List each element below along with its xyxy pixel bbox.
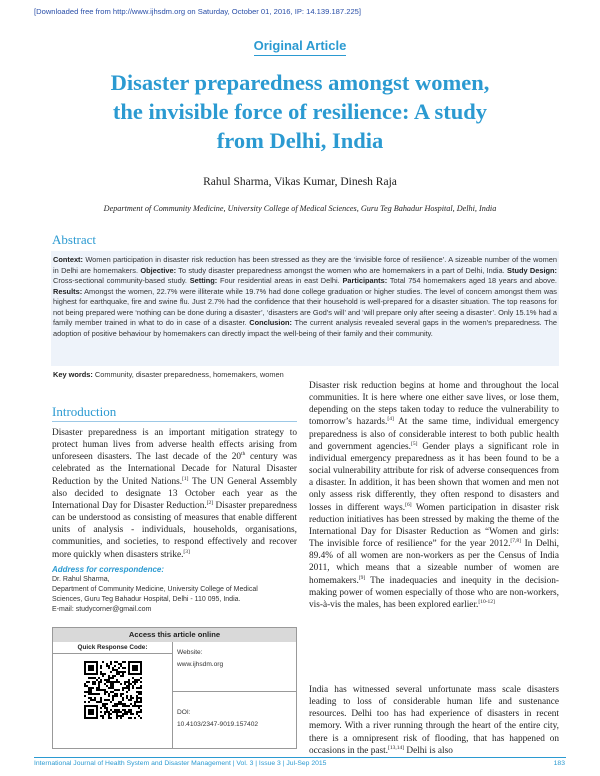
setting-label: Setting: xyxy=(189,276,218,285)
citation-9[interactable]: [9] xyxy=(358,574,366,581)
results-text: Amongst the women, 22.7% were illiterate while 19.7% had done college graduation or higher studies. The level of concern amongst them was highest for earthquake, fire and swine flu. Just 2.7% had the confidence that their household is well-prepared for a disaster situation. The top reasons for not being prepared were ‘nothing can be done during a disaster’, ‘disasters are God’s will’ and ‘will prepare only after seeing a disaster’. Only 15.1% had a family member trained in what to do in case of a disaster. xyxy=(53,286,557,327)
objective-text: To study disaster preparedness amongst the women who are homemakers in a part of Delhi, India. xyxy=(176,265,508,275)
download-notice: [Downloaded free from http://www.ijhsdm.org on Saturday, October 01, 2016, IP: 14.139.187.225] xyxy=(34,7,362,16)
article-title xyxy=(40,68,560,155)
intro-right-text-1: Disaster risk reduction begins at home and throughout the local communities. It is here where one either save lives, or lose them, depending on the steps taken today to reduce the vulnerability to tomorrow’s hazards. xyxy=(309,381,559,428)
correspondence-email[interactable]: E-mail: studycorner@gmail.com xyxy=(52,606,152,613)
intro-paragraph-right-1 xyxy=(309,380,559,611)
intro-right2-text-1: India has witnessed several unfortunate mass scale disasters leading to loss of considerable human life and sustenance resources. Delhi too has had experience of disasters in recent memory. With a river running through the heart of the entire city, there is a omnipresent risk of flooding, that has happened on occasions in the past. xyxy=(309,685,559,756)
access-divider-vertical xyxy=(172,642,173,748)
conclusion-text: The current analysis revealed several gaps in the women’s preparedness. The adoption of positive behaviour by homemakers can directly impact the well-being of their family and their community. xyxy=(53,318,557,338)
access-box xyxy=(52,627,297,749)
title-line-1: Disaster preparedness amongst women, xyxy=(110,70,490,95)
correspondence-line-3: Sciences, Guru Teg Bahadur Hospital, Delhi - 110 095, India. xyxy=(52,596,241,603)
citation-2[interactable]: [2] xyxy=(206,499,214,506)
keywords-text: Community, disaster preparedness, homemakers, women xyxy=(92,370,284,379)
participants-text: Total 754 homemakers aged 18 years and above. xyxy=(387,276,557,285)
design-label: Study Design: xyxy=(507,265,557,275)
design-text: Cross-sectional community-based study. xyxy=(53,276,190,285)
participants-label: Participants: xyxy=(342,276,388,285)
intro-paragraph-right-2 xyxy=(309,684,559,757)
qr-code-icon[interactable] xyxy=(84,661,142,719)
keywords-label: Key words: xyxy=(53,370,93,379)
citation-1[interactable]: [1] xyxy=(182,475,189,482)
section-rule xyxy=(52,421,297,422)
keywords xyxy=(53,370,284,379)
intro-left-text-1: Disaster preparedness is an important mitigation strategy to protect human lives from adverse health effects arising from unforeseen disasters. The last decade of the 20 xyxy=(52,428,297,463)
article-type xyxy=(0,37,600,56)
correspondence-line-1: Dr. Rahul Sharma, xyxy=(52,576,110,583)
authors: Rahul Sharma, Vikas Kumar, Dinesh Raja xyxy=(203,176,397,188)
objective-label: Objective: xyxy=(140,265,177,275)
doi-label: DOI: xyxy=(177,709,191,716)
intro-left-text-2: century was celebrated as the International Decade for Natural Disaster Reduction by the United Nations. xyxy=(52,452,297,487)
abstract-text xyxy=(53,255,557,339)
citation-6[interactable]: [6] xyxy=(405,501,412,508)
abstract-heading: Abstract xyxy=(52,232,97,247)
intro-right-text-3: Gender plays a significant role in individual emergency preparedness as it has been found to be a social vulnerability attribute for risk of adverse consequences from a disaster. In addition, it has been shown that women and men not only assess risk differently, they often respond to disasters and losses in different ways. xyxy=(309,441,559,513)
intro-right-text-6: The inadequacies and inequity in the decision-making power of women especially of those who are non-workers, vis-à-vis the males, has been explored earlier. xyxy=(309,575,559,610)
correspondence-line-2: Department of Community Medicine, University College of Medical xyxy=(52,586,258,593)
footer-rule xyxy=(34,757,566,758)
correspondence-address xyxy=(52,575,302,615)
intro-right2-text-2: Delhi is also xyxy=(404,745,453,756)
website-label: Website: xyxy=(177,649,203,656)
setting-text: Four residential areas in east Delhi. xyxy=(217,276,343,285)
intro-right-text-4: Women participation in disaster risk reduction initiatives has been stressed by making the theme of the International Day for Disaster Reduction as “Women and girls: The invisible force of resilience” for the year 2012. xyxy=(309,502,560,550)
results-label: Results: xyxy=(53,286,83,296)
qr-label: Quick Response Code: xyxy=(53,642,173,654)
title-line-3: from Delhi, India xyxy=(216,128,384,153)
access-heading: Access this article online xyxy=(53,628,296,642)
intro-paragraph-left xyxy=(52,427,297,561)
footer-journal: International Journal of Health System and Disaster Management | Vol. 3 | Issue 3 | Jul-Sep 2015 xyxy=(34,760,327,767)
citation-5[interactable]: [5] xyxy=(411,440,418,447)
doi-value[interactable]: 10.4103/2347-9019.157402 xyxy=(177,721,259,728)
access-divider-horizontal xyxy=(173,691,296,692)
page-number: 183 xyxy=(553,760,565,767)
superscript-th: th xyxy=(241,451,246,458)
citation-13-14[interactable]: [13,14] xyxy=(388,744,405,751)
citation-10-12[interactable]: [10-12] xyxy=(478,598,495,605)
citation-7-8[interactable]: [7,8] xyxy=(510,537,521,544)
context-label: Context: xyxy=(53,255,83,264)
intro-right-text-2: At the same time, individual emergency preparedness is also of considerable interest to both public health and government agencies. xyxy=(309,417,559,452)
citation-3[interactable]: [3] xyxy=(183,548,190,555)
conclusion-label: Conclusion: xyxy=(249,318,292,327)
article-type-label: Original Article xyxy=(254,38,347,56)
title-line-2: the invisible force of resilience: A study xyxy=(112,99,488,124)
citation-4[interactable]: [4] xyxy=(387,416,394,423)
affiliation: Department of Community Medicine, University College of Medical Sciences, Guru Teg Bahadur Hospital, Delhi, India xyxy=(103,204,497,213)
context-text: Women participation in disaster risk reduction has been stressed as they are the ‘invisible force of resilience’. A sizeable number of the women in Delhi are homemakers. xyxy=(53,255,557,275)
correspondence-heading: Address for correspondence: xyxy=(52,565,165,574)
intro-right-text-5: In Delhi, 89.4% of all women are non-workers as per the Census of India 2011, which means that a sizeable number of women are homemakers. xyxy=(309,539,560,586)
intro-left-text-3: The UN General Assembly also decided to designate 13 October each year as the International Day for Disaster Reduction. xyxy=(52,476,297,511)
website-link[interactable]: www.ijhsdm.org xyxy=(177,661,224,668)
introduction-heading: Introduction xyxy=(52,404,117,419)
intro-left-text-4: Disaster preparedness can be understood as consisting of measures that enable different units of analysis - individuals, households, organisations, communities, and societies, to respond effectively and recover more quickly when disasters strike. xyxy=(52,500,298,560)
